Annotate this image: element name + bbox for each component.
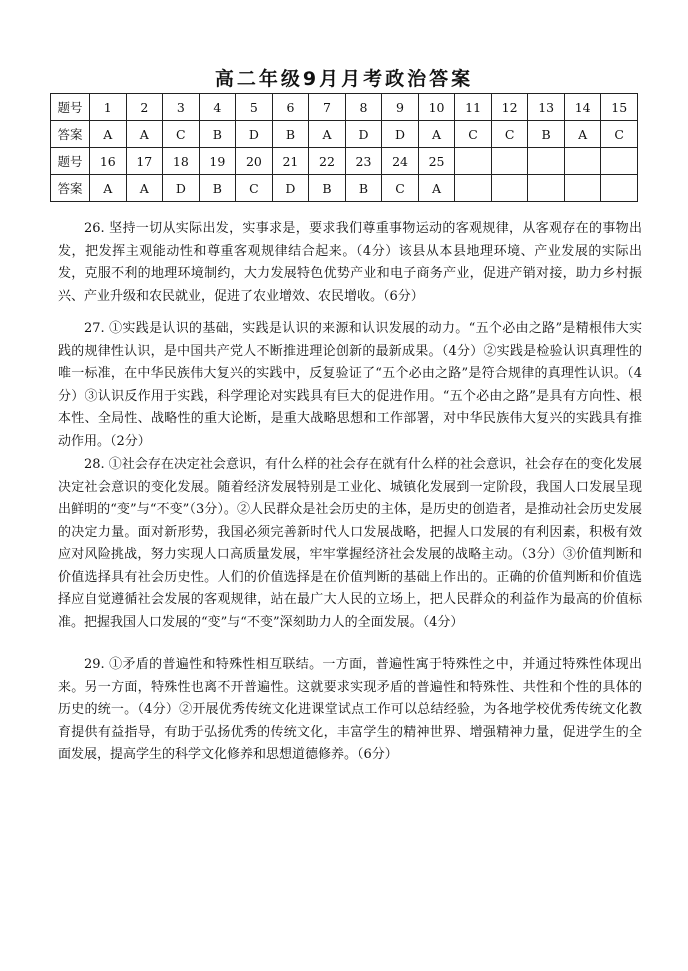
answer-27: [58, 318, 642, 453]
table-cell: A: [418, 121, 455, 148]
table-cell: C: [382, 175, 419, 202]
table-cell: 7: [309, 94, 346, 121]
answer-26-text: 26. 坚持一切从实际出发，实事求是，要求我们尊重事物运动的客观规律，从客观存在的事物出发，把发挥主观能动性和尊重客观规律结合起来。（4分）该县从本县地理环境、产业发展的实际出发，克服不利的地理环境制约，大力发展特色优势产业和电子商务产业，促进产销对接，助力乡村振兴、产业升级和农民就业，促进了农业增效、农民增收。（6分）: [58, 221, 642, 304]
table-cell: 11: [455, 94, 492, 121]
table-cell: A: [126, 121, 163, 148]
table-cell: 15: [601, 94, 638, 121]
table-cell: C: [236, 175, 273, 202]
table-cell: [601, 175, 638, 202]
table-cell: [455, 175, 492, 202]
table-cell: 25: [418, 148, 455, 175]
answer-29: [58, 654, 642, 767]
table-cell: [601, 148, 638, 175]
table-cell: 2: [126, 94, 163, 121]
table-cell: D: [345, 121, 382, 148]
table-cell: 6: [272, 94, 309, 121]
table-cell: 5: [236, 94, 273, 121]
answer-29-text: 29. ①矛盾的普遍性和特殊性相互联结。一方面，普遍性寓于特殊性之中，并通过特殊性体现出来。另一方面，特殊性也离不开普遍性。这就要求实现矛盾的普遍性和特殊性、共性和个性的具体的历史的统一。（4分）②开展优秀传统文化进课堂试点工作可以总结经验，为各地学校优秀传统文化教育提供有益指导，有助于弘扬优秀的传统文化，丰富学生的精神世界、增强精神力量，促进学生的全面发展，提高学生的科学文化修养和思想道德修养。（6分）: [58, 657, 642, 762]
table-cell: [455, 148, 492, 175]
table-cell: [491, 148, 528, 175]
answer-28: [58, 454, 642, 634]
answer-26: [58, 218, 642, 308]
table-cell: 9: [382, 94, 419, 121]
table-cell: 19: [199, 148, 236, 175]
table-cell: 14: [564, 94, 601, 121]
table-cell: 8: [345, 94, 382, 121]
table-cell: D: [272, 175, 309, 202]
table-cell: D: [236, 121, 273, 148]
answer-28-text: 28. ①社会存在决定社会意识，有什么样的社会存在就有什么样的社会意识，社会存在的变化发展决定社会意识的变化发展。随着经济发展特别是工业化、城镇化发展到一定阶段，我国人口发展呈现出鲜明的“变”与“不变”（3分）。②人民群众是社会历史的主体，是历史的创造者，是推动社会历史发展的决定力量。面对新形势，我国必须完善新时代人口发展战略，把握人口发展的有利因素，积极有效应对风险挑战，努力实现人口高质量发展，牢牢掌握经济社会发展的战略主动。（3分）③价值判断和价值选择具有社会历史性。人们的价值选择是在价值判断的基础上作出的。正确的价值判断和价值选择应自觉遵循社会发展的客观规律，站在最广大人民的立场上，把人民群众的利益作为最高的价值标准。把握我国人口发展的“变”与“不变”深刻助力人的全面发展。（4分）: [58, 457, 642, 630]
table-cell: 21: [272, 148, 309, 175]
table-cell: 1: [90, 94, 127, 121]
table-cell: [491, 175, 528, 202]
table-cell: [564, 175, 601, 202]
table-cell: C: [455, 121, 492, 148]
table-cell: A: [309, 121, 346, 148]
table-cell: 24: [382, 148, 419, 175]
table-row: [51, 175, 638, 202]
table-cell: 22: [309, 148, 346, 175]
row-header: 题号: [51, 148, 90, 175]
table-cell: 10: [418, 94, 455, 121]
table-cell: A: [564, 121, 601, 148]
table-cell: [528, 175, 565, 202]
table-cell: B: [272, 121, 309, 148]
table-cell: C: [601, 121, 638, 148]
table-cell: A: [90, 175, 127, 202]
table-row: [51, 121, 638, 148]
table-cell: 13: [528, 94, 565, 121]
table-cell: A: [418, 175, 455, 202]
table-cell: A: [126, 175, 163, 202]
table-cell: B: [199, 121, 236, 148]
table-cell: B: [199, 175, 236, 202]
row-header: 答案: [51, 121, 90, 148]
table-cell: D: [163, 175, 200, 202]
table-cell: B: [528, 121, 565, 148]
table-cell: 20: [236, 148, 273, 175]
answer-table: [50, 93, 638, 202]
table-cell: B: [309, 175, 346, 202]
table-cell: D: [382, 121, 419, 148]
table-cell: [528, 148, 565, 175]
table-cell: 12: [491, 94, 528, 121]
table-cell: 4: [199, 94, 236, 121]
table-cell: C: [491, 121, 528, 148]
row-header: 答案: [51, 175, 90, 202]
table-row: [51, 94, 638, 121]
table-cell: 3: [163, 94, 200, 121]
table-cell: C: [163, 121, 200, 148]
table-cell: 16: [90, 148, 127, 175]
table-row: [51, 148, 638, 175]
answer-27-text: 27. ①实践是认识的基础，实践是认识的来源和认识发展的动力。“五个必由之路”是精根伟大实践的规律性认识，是中国共产党人不断推进理论创新的最新成果。（4分）②实践是检验认识真理性的唯一标准，在中华民族伟大复兴的实践中，反复验证了“五个必由之路”是符合规律的真理性认识。（4分）③认识反作用于实践，科学理论对实践具有巨大的促进作用。“五个必由之路”是具有方向性、根本性、全局性、战略性的重大论断，是重大战略思想和工作部署，对中华民族伟大复兴的实践具有推动作用。（2分）: [58, 321, 642, 449]
table-cell: [564, 148, 601, 175]
table-cell: 18: [163, 148, 200, 175]
page-title: 高二年级9月月考政治答案: [214, 68, 474, 90]
table-cell: A: [90, 121, 127, 148]
table-cell: B: [345, 175, 382, 202]
table-cell: 17: [126, 148, 163, 175]
row-header: 题号: [51, 94, 90, 121]
table-cell: 23: [345, 148, 382, 175]
